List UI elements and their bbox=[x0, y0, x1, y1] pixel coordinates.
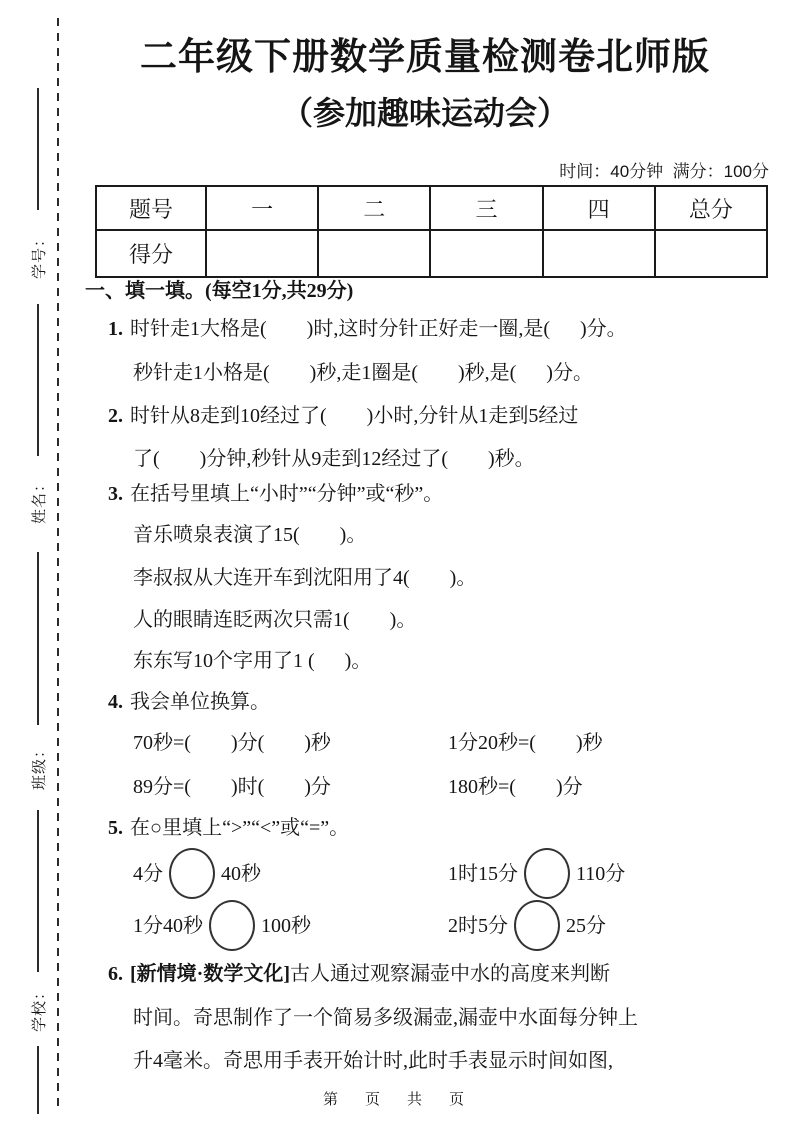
question-text: 李叔叔从大连开车到沈阳用了4( )。 bbox=[133, 567, 477, 589]
conversion-left: 70秒=( )分( )秒 bbox=[133, 732, 331, 754]
comparison-pair bbox=[448, 848, 625, 899]
score-table-header-cell: 一 bbox=[206, 186, 318, 230]
margin-rule-segment bbox=[37, 304, 39, 456]
margin-rule-segment bbox=[37, 88, 39, 210]
question-3-item-3 bbox=[133, 606, 416, 634]
question-4-row-2 bbox=[133, 773, 583, 801]
question-text: 在括号里填上“小时”“分钟”或“秒”。 bbox=[130, 483, 444, 505]
question-text: 了( )分钟,秒针从9走到12经过了( )秒。 bbox=[133, 448, 535, 470]
question-text: 东东写10个字用了1 ( )。 bbox=[133, 650, 372, 672]
score-cell-empty bbox=[318, 230, 430, 277]
question-text: 古人通过观察漏壶中水的高度来判断 bbox=[290, 963, 610, 985]
comparison-left-value: 1时15分 bbox=[448, 862, 518, 885]
score-table-header-cell: 二 bbox=[318, 186, 430, 230]
question-4-row-1 bbox=[133, 729, 603, 757]
conversion-right: 180秒=( )分 bbox=[448, 776, 583, 798]
question-6-line-2 bbox=[133, 1004, 638, 1032]
question-text: 升4毫米。奇思用手表开始计时,此时手表显示时间如图, bbox=[133, 1050, 613, 1072]
question-text: 人的眼睛连眨两次只需1( )。 bbox=[133, 609, 417, 631]
question-6-line-1 bbox=[108, 960, 610, 988]
question-text: 音乐喷泉表演了15( )。 bbox=[133, 524, 367, 546]
sidebar-label-school: 学校： bbox=[31, 984, 48, 1033]
conversion-right: 1分20秒=( )秒 bbox=[448, 732, 603, 754]
page-title: 二年级下册数学质量检测卷北师版 bbox=[140, 36, 710, 77]
question-6-line-3 bbox=[133, 1047, 613, 1075]
question-3-item-1 bbox=[133, 521, 366, 549]
score-table-header-cell: 题号 bbox=[96, 186, 206, 230]
question-4-intro bbox=[108, 688, 270, 716]
question-number: 3. bbox=[108, 483, 123, 505]
comparison-circle bbox=[514, 900, 560, 951]
question-2-line-1 bbox=[108, 402, 578, 430]
score-cell-empty bbox=[655, 230, 767, 277]
sidebar-label-name: 姓名： bbox=[31, 476, 48, 525]
comparison-right-value: 110分 bbox=[576, 862, 626, 885]
score-cell-empty bbox=[206, 230, 318, 277]
question-5-row-1 bbox=[133, 848, 625, 899]
question-3-intro bbox=[108, 480, 443, 508]
question-1-line-1 bbox=[108, 315, 627, 343]
question-number: 5. bbox=[108, 817, 123, 839]
comparison-left-value: 1分40秒 bbox=[133, 914, 203, 937]
score-cell-empty bbox=[543, 230, 655, 277]
question-text: 我会单位换算。 bbox=[130, 691, 270, 713]
question-text: 时针从8走到10经过了( )小时,分针从1走到5经过 bbox=[130, 405, 579, 427]
question-5-intro bbox=[108, 814, 349, 842]
question-number: 1. bbox=[108, 318, 123, 340]
question-2-line-2 bbox=[133, 445, 535, 473]
question-number: 4. bbox=[108, 691, 123, 713]
question-3-item-2 bbox=[133, 564, 476, 592]
margin-rule-segment bbox=[37, 552, 39, 725]
comparison-right-value: 40秒 bbox=[221, 862, 261, 885]
question-1-line-2 bbox=[133, 359, 593, 387]
page-subtitle: （参加趣味运动会） bbox=[280, 95, 569, 131]
comparison-right-value: 25分 bbox=[566, 914, 606, 937]
comparison-circle bbox=[524, 848, 570, 899]
page-footer: 第 页 共 页 bbox=[322, 1091, 470, 1108]
question-tag: [新情境·数学文化] bbox=[130, 963, 290, 985]
cut-dashed-line bbox=[57, 18, 59, 1113]
comparison-left-value: 4分 bbox=[133, 862, 163, 885]
sidebar-label-student-id: 学号： bbox=[31, 231, 48, 280]
score-table-header-cell: 总分 bbox=[655, 186, 767, 230]
score-table bbox=[95, 185, 768, 278]
question-text: 时间。奇思制作了一个简易多级漏壶,漏壶中水面每分钟上 bbox=[133, 1007, 638, 1029]
score-table-header-cell: 四 bbox=[543, 186, 655, 230]
question-number: 2. bbox=[108, 405, 123, 427]
score-cell-empty bbox=[430, 230, 542, 277]
question-5-row-2 bbox=[133, 900, 606, 951]
question-number: 6. bbox=[108, 963, 123, 985]
score-table-header-row bbox=[96, 186, 767, 230]
question-3-item-4 bbox=[133, 647, 371, 675]
question-text: 时针走1大格是( )时,这时分针正好走一圈,是( )分。 bbox=[130, 318, 627, 340]
comparison-circle bbox=[209, 900, 255, 951]
question-text: 秒针走1小格是( )秒,走1圈是( )秒,是( )分。 bbox=[133, 362, 593, 384]
score-table-score-row bbox=[96, 230, 767, 277]
comparison-circle bbox=[169, 848, 215, 899]
conversion-left: 89分=( )时( )分 bbox=[133, 776, 331, 798]
comparison-right-value: 100秒 bbox=[261, 914, 311, 937]
comparison-pair bbox=[448, 900, 606, 951]
comparison-left-value: 2时5分 bbox=[448, 914, 508, 937]
margin-rule-segment bbox=[37, 810, 39, 972]
section-heading: 一、填一填。(每空1分,共29分) bbox=[85, 280, 354, 302]
comparison-pair bbox=[133, 848, 448, 899]
exam-meta: 时间：40分钟 满分：100分 bbox=[559, 162, 769, 181]
score-row-label: 得分 bbox=[96, 230, 206, 277]
score-table-header-cell: 三 bbox=[430, 186, 542, 230]
sidebar-label-class: 班级： bbox=[31, 742, 48, 791]
comparison-pair bbox=[133, 900, 448, 951]
question-text: 在○里填上“>”“<”或“=”。 bbox=[130, 817, 350, 839]
